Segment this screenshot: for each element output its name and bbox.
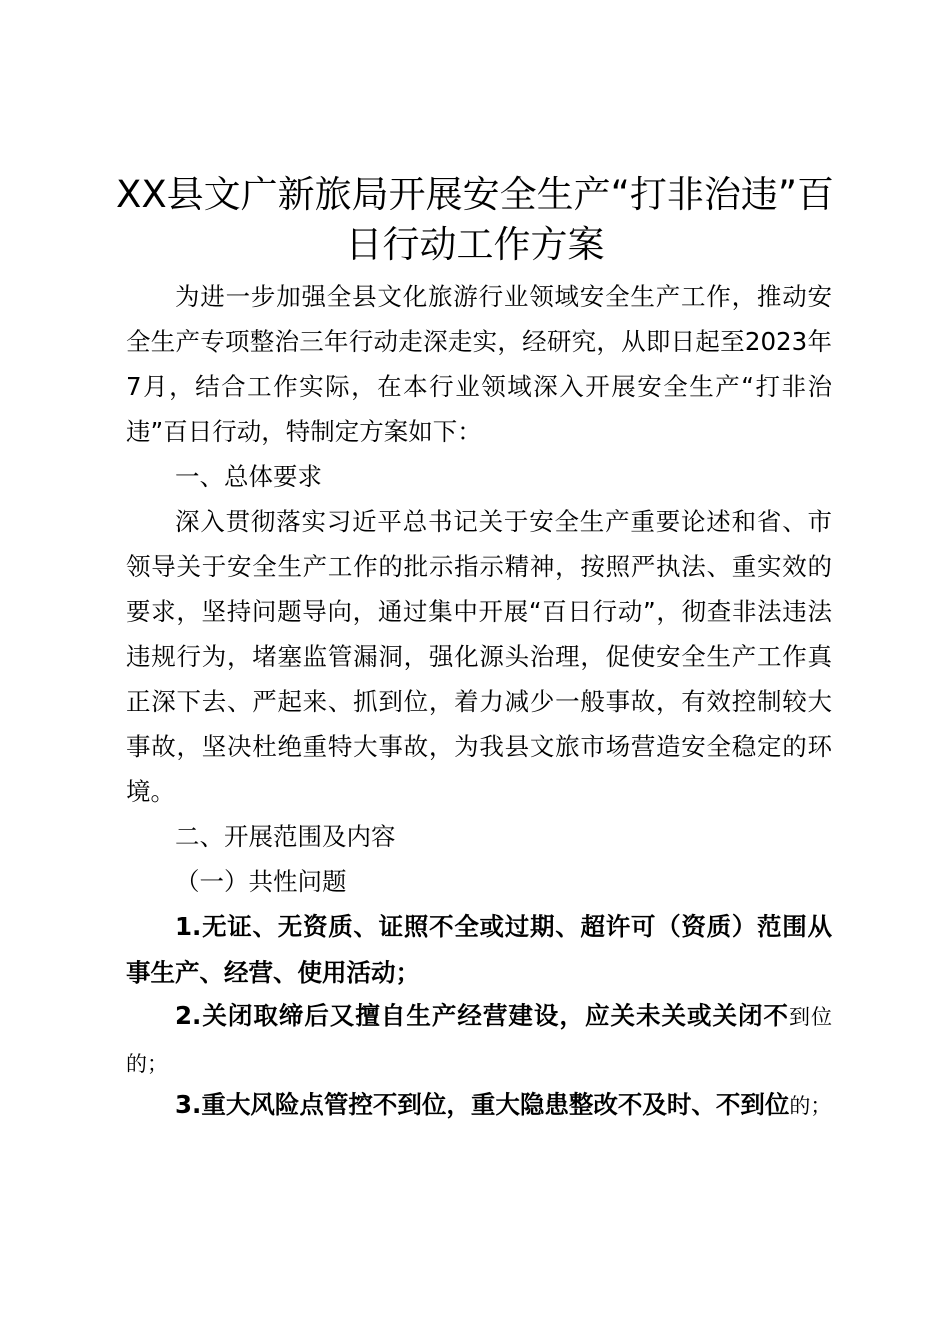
list-item-tail-text: 到位的； bbox=[126, 1005, 833, 1076]
list-item-tail-text: 的； bbox=[789, 1094, 832, 1118]
general-requirements-paragraph: 深入贯彻落实习近平总书记关于安全生产重要论述和省、市领导关于安全生产工作的批示指示精神，按照严执法、重实效的要求，坚持问题导向，通过集中开展“百日行动”，彻查非法违法违规行为，堵塞监管漏洞，强化源头治理，促使安全生产工作真正深下去、严起来、抓到位，着力减少一般事故，有效控制较大事故，坚决杜绝重特大事故，为我县文旅市场营造安全稳定的环境。 bbox=[126, 507, 832, 806]
subsection-heading-common-issues: （一）共性问题 bbox=[175, 867, 347, 896]
section-heading-general-requirements: 一、总体要求 bbox=[175, 462, 322, 491]
list-item bbox=[126, 993, 832, 1087]
section-heading-scope-content: 二、开展范围及内容 bbox=[175, 822, 396, 851]
intro-paragraph: 为进一步加强全县文化旅游行业领域安全生产工作，推动安全生产专项整治三年行动走深走实，经研究，从即日起至2023年7月，结合工作实际，在本行业领域深入开展安全生产“打非治违”百日行动，特制定方案如下： bbox=[126, 282, 832, 446]
list-item-bold-text: 2.关闭取缔后又擅自生产经营建设，应关未关或关闭不 bbox=[175, 1001, 789, 1030]
list-item-bold-text: 3.重大风险点管控不到位，重大隐患整改不及时、不到位 bbox=[175, 1090, 790, 1119]
list-item bbox=[126, 1082, 832, 1129]
document-title: XX县文广新旅局开展安全生产“打非治违”百日行动工作方案 bbox=[115, 173, 835, 266]
list-item-bold-text: 1.无证、无资质、证照不全或过期、超许可（资质）范围从事生产、经营、使用活动； bbox=[126, 912, 832, 987]
list-item bbox=[126, 904, 832, 997]
